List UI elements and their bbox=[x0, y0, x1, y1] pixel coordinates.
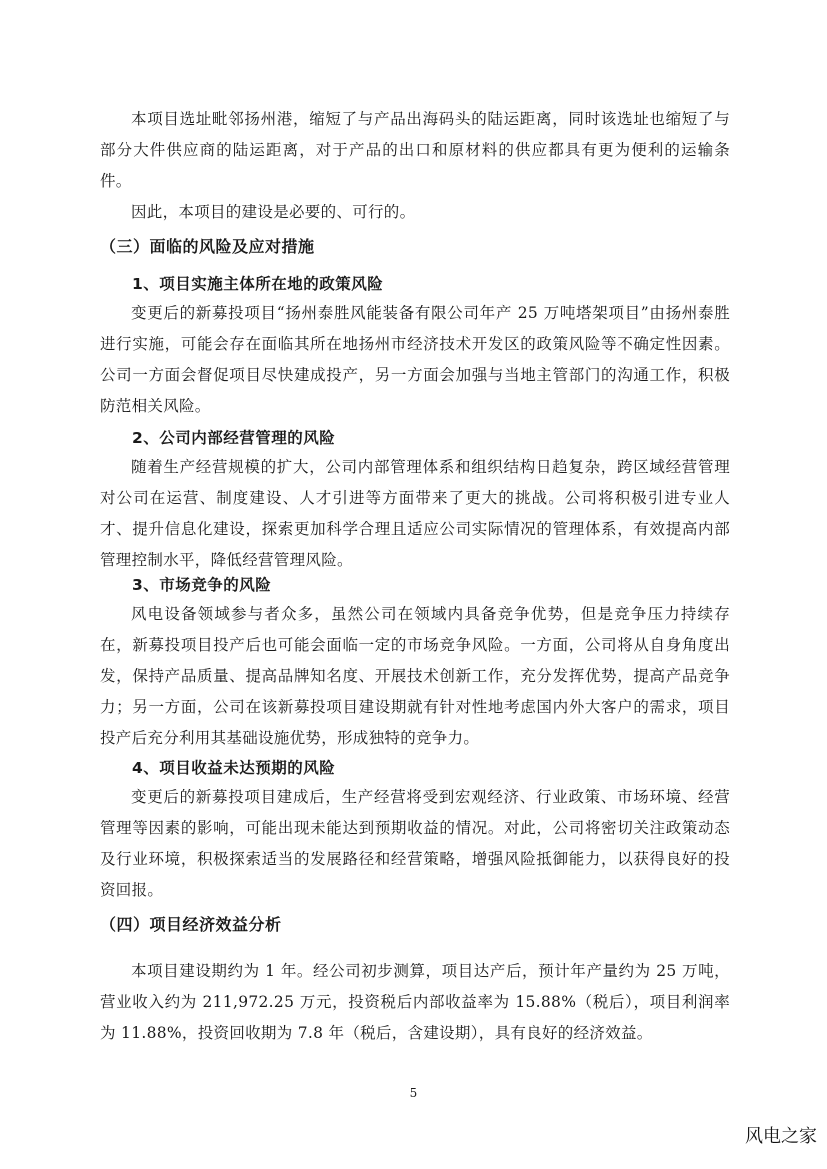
watermark-label: 风电之家 bbox=[745, 1126, 817, 1147]
paragraph-conclusion: 因此，本项目的建设是必要的、可行的。 bbox=[131, 203, 416, 221]
paragraph-risk-return: 变更后的新募投项目建成后，生产经营将受到宏观经济、行业政策、市场环境、经营管理等因素的影响，可能出现未能达到预期收益的情况。对此，公司将密切关注政策动态及行业环境，积极探索适当的发展路径和经营策略，增强风险抵御能力，以获得良好的投资回报。 bbox=[100, 788, 730, 899]
paragraph-economics: 本项目建设期约为 1 年。经公司初步测算，项目达产后，预计年产量约为 25 万吨，营业收入约为 211,972.25 万元，投资税后内部收益率为 15.88%（税后），项目利润率为 11.88%，投资回收期为 7.8 年（税后，含建设期），具有良好的经济效益。 bbox=[100, 962, 730, 1042]
paragraph-location: 本项目选址毗邻扬州港，缩短了与产品出海码头的陆运距离，同时该选址也缩短了与部分大件供应商的陆运距离，对于产品的出口和原材料的供应都具有更为便利的运输条件。 bbox=[100, 110, 730, 190]
paragraph-risk-competition: 风电设备领域参与者众多，虽然公司在领域内具备竞争优势，但是竞争压力持续存在，新募投项目投产后也可能会面临一定的市场竞争风险。一方面，公司将从自身角度出发，保持产品质量、提高品牌知名度、开展技术创新工作，充分发挥优势，提高产品竞争力；另一方面，公司在该新募投项目建设期就有针对性地考虑国内外大客户的需求，项目投产后充分利用其基础设施优势，形成独特的竞争力。 bbox=[100, 605, 730, 747]
section-heading-risks: （三）面临的风险及应对措施 bbox=[100, 237, 315, 256]
section-heading-economics: （四）项目经济效益分析 bbox=[100, 915, 282, 934]
page-number: 5 bbox=[409, 1086, 418, 1100]
paragraph-risk-management: 随着生产经营规模的扩大，公司内部管理体系和组织结构日趋复杂，跨区域经营管理对公司在运营、制度建设、人才引进等方面带来了更大的挑战。公司将积极引进专业人才、提升信息化建设，探索更加科学合理且适应公司实际情况的管理体系，有效提高内部管理控制水平，降低经营管理风险。 bbox=[100, 458, 730, 569]
risk-heading-competition: 3、市场竞争的风险 bbox=[132, 576, 272, 594]
risk-heading-return: 4、项目收益未达预期的风险 bbox=[132, 759, 336, 777]
paragraph-risk-policy: 变更后的新募投项目“扬州泰胜风能装备有限公司年产 25 万吨塔架项目”由扬州泰胜进行实施，可能会存在面临其所在地扬州市经济技术开发区的政策风险等不确定性因素。公司一方面会督促项目尽快建成投产，另一方面会加强与当地主管部门的沟通工作，积极防范相关风险。 bbox=[100, 304, 730, 415]
risk-heading-management: 2、公司内部经营管理的风险 bbox=[132, 429, 336, 447]
risk-heading-policy: 1、项目实施主体所在地的政策风险 bbox=[132, 275, 384, 293]
